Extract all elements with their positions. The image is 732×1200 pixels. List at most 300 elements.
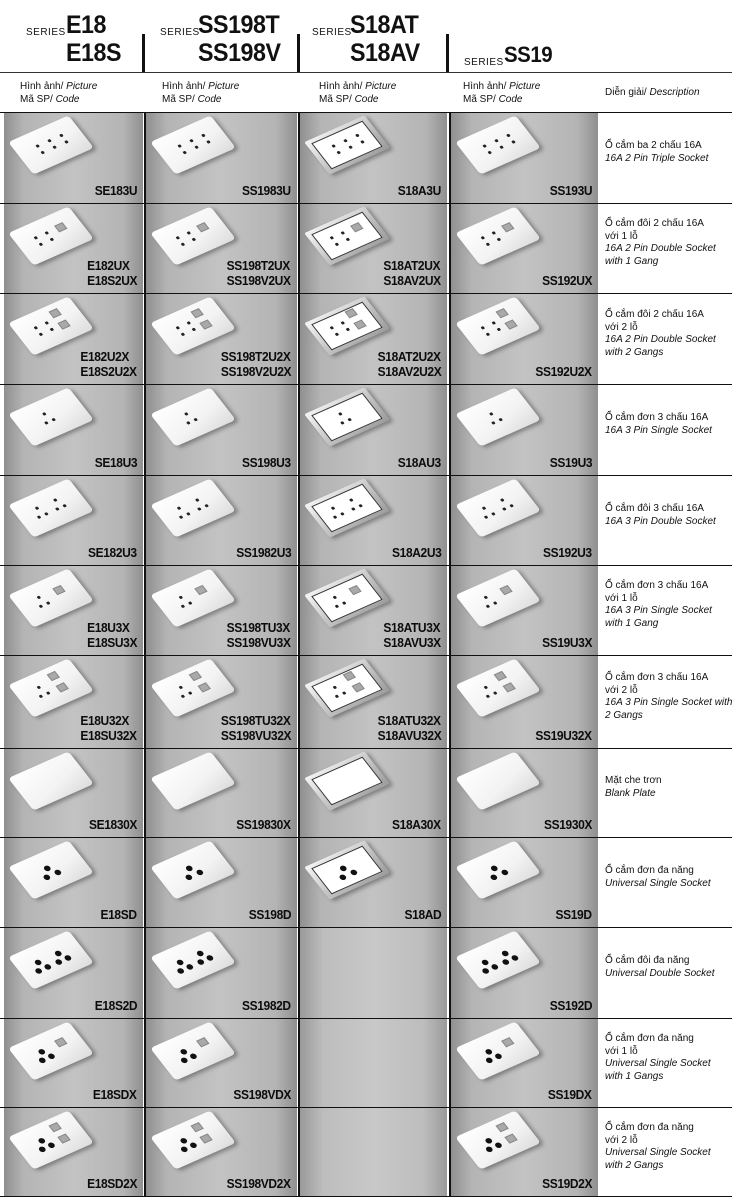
socket-pin [186,231,191,235]
table-row [0,565,732,655]
socket-pin [506,134,511,138]
socket-pin [497,238,502,242]
product-picture [150,568,236,627]
socket-pin [44,512,49,516]
product-cell [4,476,143,565]
description-vi: Mặt che trơn [605,775,662,786]
column-divider [298,928,300,1019]
product-code-line: SS19D2X [541,1177,592,1191]
socket-pin [179,596,184,600]
column-divider [144,113,146,204]
product-code-line: SS19U32X [535,729,592,743]
product-cell [451,204,598,293]
series-label: SERIES [312,27,352,38]
gang-cover [47,671,60,681]
socket-pin [486,333,491,337]
socket-pin [42,874,51,881]
product-code [242,999,291,1014]
socket-pin [175,236,180,240]
series-name: E18S [66,39,122,67]
product-picture [455,930,541,989]
gang-cover [194,585,207,595]
socket-pin [181,605,186,609]
product-code-line: S18AT2UX [383,259,441,273]
column-divider [449,294,451,385]
column-divider [298,749,300,838]
product-code-line: S18A3U [397,184,441,198]
socket-pin [40,151,45,155]
series-name: SS19 [504,42,553,67]
col-header-0: Hình ảnh/ Picture Mã SP/ Code [20,81,98,105]
product-code-line: SE18U3 [94,456,137,470]
product-cell [4,566,143,655]
gang-cover [191,308,204,318]
product-picture [8,206,94,265]
description-vi: Ổ cắm đơn đa năng [605,1033,694,1044]
product-cell [146,385,297,475]
description-en: Universal Double Socket [605,967,715,979]
product-cell [451,566,598,655]
socket-pin [494,1053,503,1060]
product-cell [146,1108,297,1196]
description-vi: Ổ cắm đôi 3 chấu 16A [605,503,704,514]
product-code-line: SS19U3X [541,636,592,650]
gang-cover [504,319,517,329]
description-vi: Ổ cắm đôi 2 chấu 16A [605,218,704,229]
product-cell [300,385,447,475]
column-divider [298,294,300,385]
socket-pin [177,506,182,510]
product-code-line: S18AV2U2X [377,365,441,379]
socket-pin [500,498,505,502]
product-cell [300,838,447,927]
gang-cover [494,671,507,681]
socket-pin [184,412,189,416]
socket-pin [50,328,55,332]
socket-pin [491,512,496,516]
product-cell [146,838,297,927]
gang-cover [199,1133,212,1143]
gang-cover [501,222,514,232]
description-vi: Ổ cắm đôi đa năng [605,955,690,966]
socket-pin [46,691,51,695]
gang-cover [54,1037,67,1047]
socket-pin [186,421,191,425]
socket-pin [491,421,496,425]
column-divider [144,476,146,566]
socket-pin [189,139,194,143]
socket-pin [44,321,49,325]
column-divider [298,113,300,204]
product-code-line: E18SU32X [80,729,137,743]
product-picture [150,1110,236,1169]
column-divider [449,838,451,928]
product-code [242,456,291,471]
product-code [95,456,137,471]
column-divider [144,294,146,385]
column-divider [449,1019,451,1108]
socket-pin [511,140,516,144]
col-header-1: Hình ảnh/ Picture Mã SP/ Code [162,81,240,105]
socket-pin [486,243,491,247]
socket-pin [204,504,209,508]
description-vi: Ổ cắm đơn 3 chấu 16A [605,412,709,423]
socket-pin [491,321,496,325]
description-vi: Ổ cắm đơn 3 chấu 16A [605,672,709,683]
socket-pin [175,326,180,330]
socket-pin [501,958,510,965]
product-code [227,621,291,651]
column-divider [144,838,146,928]
column-divider [144,566,146,656]
product-code [101,908,137,923]
product-cell [300,294,447,384]
socket-pin [180,1146,189,1153]
product-code-line: E182UX [86,259,130,273]
product-code-line: SS192U2X [535,365,592,379]
description-en: Blank Plate [605,787,656,799]
col-header-2: Hình ảnh/ Picture Mã SP/ Code [319,81,397,105]
socket-pin [53,869,62,876]
product-code [377,350,441,380]
socket-pin [196,958,205,965]
product-code-line: E18S2D [94,999,137,1013]
product-cell [300,566,447,655]
socket-pin [35,506,40,510]
description-header: Diễn giải/ Description [605,87,700,98]
product-cell [451,838,598,927]
product-description [605,309,716,359]
socket-pin [180,1057,189,1064]
product-description [605,140,708,165]
socket-pin [59,134,64,138]
socket-pin [37,1048,46,1055]
socket-pin [38,1146,47,1153]
product-picture [304,840,390,899]
product-code-line: SS198TU3X [227,621,291,635]
socket-pin [51,418,56,422]
gang-cover [57,319,70,329]
column-divider [449,385,451,476]
table-row [0,475,732,565]
column-divider [449,476,451,566]
socket-pin [485,1146,494,1153]
socket-pin [482,506,487,510]
product-code-line: SS19830X [236,818,291,832]
socket-pin [480,236,485,240]
product-code [95,184,137,199]
product-code [249,908,291,923]
description-en: 16A 3 Pin Single Socket [605,605,712,616]
socket-pin [47,1142,56,1149]
socket-pin [47,1053,56,1060]
product-code-line: E18SD [100,908,137,922]
table-bottom-rule [0,1196,732,1197]
socket-pin [54,950,63,957]
product-code-line: E18S2UX [86,274,137,288]
product-cell [4,749,143,837]
gang-cover [196,1037,209,1047]
product-code-line: E18SD2X [86,1177,137,1191]
socket-pin [34,967,43,974]
socket-pin [182,151,187,155]
gang-cover [198,682,211,692]
header-rule [0,72,732,73]
socket-pin [484,515,489,519]
product-code [93,1088,137,1103]
socket-pin [64,140,69,144]
product-code [548,1088,592,1103]
series-name: S18AV [350,39,420,67]
column-divider [144,204,146,294]
description-en: 16A 2 Pin Double Socket [605,334,716,345]
product-cell [146,294,297,384]
socket-pin [196,950,205,957]
product-code-line: SE182U3 [88,546,137,560]
socket-pin [486,695,491,699]
socket-pin [484,686,489,690]
socket-pin [502,507,507,511]
product-code-line: S18ATU3X [383,621,441,635]
table-row [0,384,732,475]
column-divider [298,838,300,928]
header-divider [446,34,449,72]
product-code [81,350,137,380]
description-en: 2 Gangs [605,709,643,721]
socket-pin [181,695,186,699]
series-name: S18AT [350,11,419,39]
socket-pin [37,686,42,690]
socket-pin [480,326,485,330]
plate-frame-inner [311,484,382,533]
socket-pin [62,504,67,508]
gang-cover [57,1133,70,1143]
product-code-line: SS198VD2X [227,1177,291,1191]
socket-pin [185,865,194,872]
gang-cover [56,682,69,692]
product-code [542,274,592,289]
product-description [605,955,715,980]
description-vi: với 2 lỗ [605,684,638,696]
socket-pin [206,140,211,144]
product-picture [455,387,541,446]
product-picture [455,1021,541,1080]
socket-pin [181,243,186,247]
product-code [384,621,441,651]
socket-pin [185,963,194,970]
product-description [605,775,662,800]
description-en: with 1 Gang [605,255,659,267]
product-code-line: SS198V2UX [227,274,291,288]
socket-pin [498,418,503,422]
product-description [605,865,711,890]
socket-pin [55,507,60,511]
product-picture [8,658,94,717]
description-en: 16A 2 Pin Double Socket [605,243,716,254]
product-code-line: S18AT2U2X [377,350,441,364]
product-cell [451,928,598,1018]
column-divider [449,113,451,204]
product-cell [300,113,447,203]
product-code [221,714,291,744]
socket-pin [192,328,197,332]
description-en: with 2 Gangs [605,346,664,358]
socket-pin [487,151,492,155]
product-code [87,621,137,651]
column-divider [298,656,300,749]
gang-cover [54,222,67,232]
product-code [237,818,291,833]
description-vi: Ổ cắm đơn đa năng [605,865,694,876]
product-code [550,999,592,1014]
product-code-line: SS192UX [541,274,592,288]
product-picture [150,930,236,989]
product-picture [8,296,94,355]
socket-pin [509,504,514,508]
socket-pin [494,1142,503,1149]
product-code [398,184,441,199]
product-cell [4,204,143,293]
product-code [236,546,291,561]
product-description [605,580,712,630]
column-divider [144,385,146,476]
description-en: Universal Single Socket [605,1058,711,1069]
column-divider [449,749,451,838]
socket-pin [501,950,510,957]
product-code-line: E18U32X [80,714,130,728]
column-divider [449,928,451,1019]
series-name: SS198V [198,39,281,67]
header-divider [297,34,300,72]
plate-frame-inner [311,574,382,623]
description-vi: với 2 lỗ [605,1134,638,1146]
product-cell [300,749,447,837]
socket-pin [50,238,55,242]
product-code [542,636,592,651]
product-code-line: S18AD [404,908,441,922]
series-label: SERIES [160,27,200,38]
product-cell [451,656,598,748]
product-cell [451,113,598,203]
product-cell [300,656,447,748]
product-code-line: S18ATU32X [377,714,441,728]
product-cell [451,385,598,475]
product-picture [8,115,94,174]
product-picture [455,658,541,717]
description-vi: với 2 lỗ [605,321,638,333]
product-picture [455,568,541,627]
product-picture [150,658,236,717]
socket-pin [489,874,498,881]
socket-pin [189,1053,198,1060]
product-code [404,908,441,923]
product-picture [304,478,390,537]
product-picture [8,751,94,810]
product-picture [304,206,390,265]
product-code-line: S18A2U3 [391,546,441,560]
gang-cover [49,1122,62,1132]
socket-pin [205,954,214,961]
product-code [550,456,592,471]
gang-cover [503,682,516,692]
product-cell [146,204,297,293]
product-cell [300,1108,447,1196]
series-name: E18 [66,11,106,39]
product-code-line: E182U2X [80,350,130,364]
product-code-line: SS192U3 [543,546,592,560]
product-picture [8,568,94,627]
description-vi: Ổ cắm đơn đa năng [605,1122,694,1133]
description-en: 16A 3 Pin Double Socket [605,515,716,527]
product-code [544,818,592,833]
socket-pin [494,139,499,143]
socket-pin [39,695,44,699]
product-code-line: E18SU3X [86,636,137,650]
product-picture [455,1110,541,1169]
product-picture [8,478,94,537]
socket-pin [37,515,42,519]
catalog-header [0,0,732,72]
product-description [605,1122,711,1172]
description-en: 16A 2 Pin Triple Socket [605,152,709,164]
socket-pin [497,328,502,332]
product-code-line: S18A30X [392,818,441,832]
socket-pin [54,958,63,965]
product-description [605,412,712,437]
column-divider [298,476,300,566]
product-picture [150,1021,236,1080]
product-code-line: SS198D [248,908,291,922]
product-code [95,999,137,1014]
product-cell [451,294,598,384]
description-vi: với 1 lỗ [605,230,638,242]
product-cell [300,204,447,293]
description-en: with 1 Gangs [605,1070,664,1082]
socket-pin [510,954,519,961]
plate-frame-inner [311,757,382,806]
product-code-line: SS198TU32X [220,714,291,728]
product-cell [146,1019,297,1107]
column-divider [449,656,451,749]
product-picture [150,115,236,174]
socket-pin [33,959,42,966]
product-code [88,546,137,561]
product-cell [4,385,143,475]
socket-pin [179,1137,188,1144]
column-divider [298,1019,300,1108]
product-description [605,672,732,722]
product-picture [455,751,541,810]
socket-pin [63,954,72,961]
product-code-line: S18AVU3X [383,636,441,650]
table-row [0,748,732,837]
product-cell [146,928,297,1018]
description-en: Universal Single Socket [605,1147,711,1158]
series-name: SS198T [198,11,280,39]
socket-pin [195,498,200,502]
socket-pin [39,243,44,247]
product-code [221,350,291,380]
socket-pin [188,601,193,605]
description-en: 16A 3 Pin Single Socket [605,424,712,436]
socket-pin [175,959,184,966]
table-row [0,293,732,384]
gang-cover [496,1122,509,1132]
socket-pin [493,691,498,695]
socket-pin [184,874,193,881]
product-picture [8,930,94,989]
column-divider [144,749,146,838]
